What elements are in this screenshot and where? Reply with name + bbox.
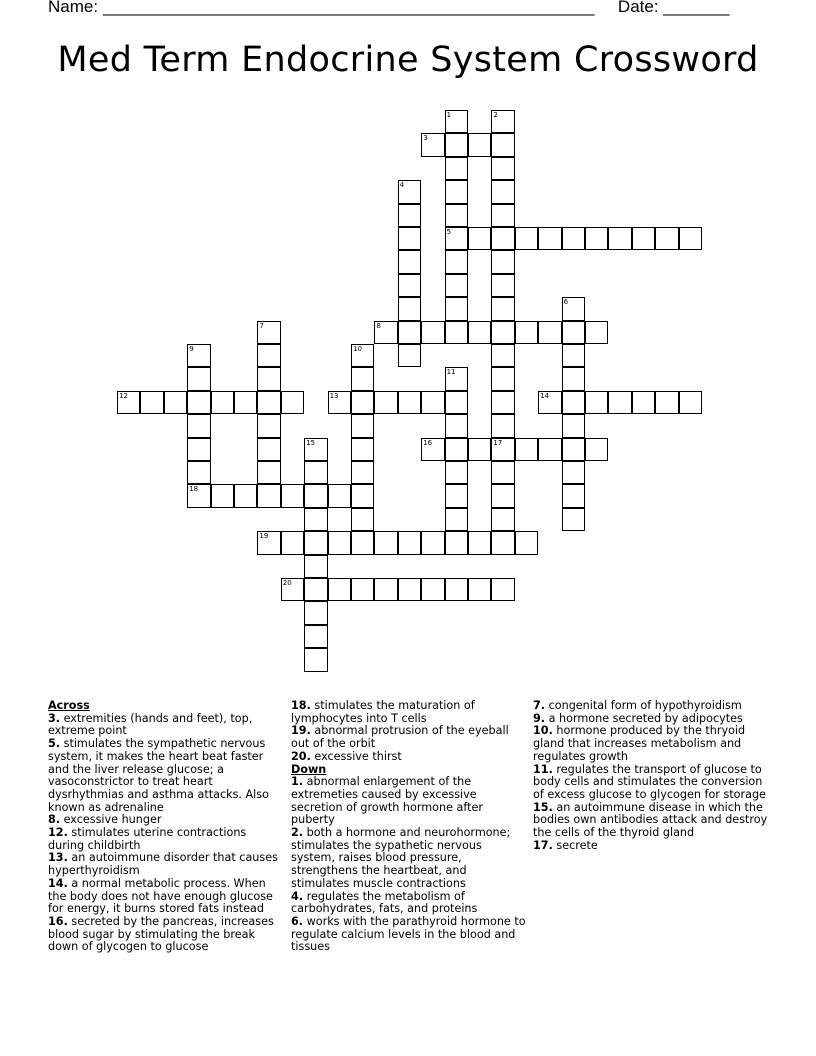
grid-cell[interactable]: [257, 531, 280, 554]
grid-cell[interactable]: [562, 508, 585, 531]
grid-cell[interactable]: [398, 227, 421, 250]
across-clue: [48, 738, 284, 814]
grid-cell[interactable]: [398, 250, 421, 273]
clue-number-label: 16.: [48, 914, 68, 928]
grid-cell[interactable]: [257, 484, 280, 507]
grid-cell[interactable]: [304, 625, 327, 648]
clue-number-label: 19.: [291, 724, 311, 738]
grid-cell[interactable]: [445, 438, 468, 461]
grid-cell[interactable]: [608, 391, 631, 414]
grid-cell[interactable]: [491, 391, 514, 414]
grid-cell[interactable]: [562, 438, 585, 461]
grid-cell[interactable]: [445, 133, 468, 156]
clue-number: 2: [493, 111, 498, 119]
clue-text: congenital form of hypothyroidism: [548, 699, 742, 712]
grid-cell[interactable]: [421, 531, 444, 554]
clue-text: abnormal protrusion of the eyeball out of the orbit: [291, 724, 509, 751]
clue-number: 4: [399, 181, 405, 190]
clue-text: an autoimmune disease in which the bodies own antibodies attack and destroy the cells of the thyroid gland: [533, 800, 768, 840]
down-clue: [533, 840, 769, 853]
clue-number-label: 1.: [291, 775, 304, 789]
grid-cell[interactable]: [398, 297, 421, 320]
grid-cell[interactable]: [421, 321, 444, 344]
grid-cell[interactable]: [562, 297, 585, 320]
grid-cell[interactable]: [445, 204, 468, 227]
grid-cell[interactable]: [304, 578, 327, 601]
grid-cell[interactable]: [140, 391, 163, 414]
grid-cell[interactable]: [491, 204, 514, 227]
grid-cell[interactable]: [491, 414, 514, 437]
grid-cell[interactable]: [445, 484, 468, 507]
name-line[interactable]: ____________________________________________________: [102, 0, 595, 16]
grid-cell[interactable]: [304, 508, 327, 531]
down-clue: [291, 916, 527, 954]
clue-number-label: 3.: [48, 711, 61, 725]
down-clue: [291, 827, 527, 891]
grid-cell[interactable]: [585, 391, 608, 414]
down-clue: [291, 891, 527, 916]
grid-cell[interactable]: [562, 461, 585, 484]
clue-number: 7: [259, 321, 264, 330]
clue-text: secreted by the pancreas, increases blood sugar by stimulating the break down of glycogen to glucose: [48, 914, 274, 954]
clue-number: 9: [189, 345, 194, 353]
grid-cell[interactable]: [257, 461, 280, 484]
grid-cell[interactable]: [562, 484, 585, 507]
grid-cell[interactable]: [585, 321, 608, 344]
grid-cell[interactable]: [491, 157, 514, 180]
grid-cell[interactable]: [398, 180, 421, 203]
grid-cell[interactable]: [281, 484, 304, 507]
clue-number-label: 18.: [291, 699, 311, 712]
grid-cell[interactable]: [445, 414, 468, 437]
grid-cell[interactable]: [187, 438, 210, 461]
grid-cell[interactable]: [468, 321, 491, 344]
grid-cell[interactable]: [445, 157, 468, 180]
grid-cell[interactable]: [281, 531, 304, 554]
down-clue: [533, 802, 769, 840]
grid-cell[interactable]: [211, 484, 234, 507]
down-clue: [533, 725, 769, 763]
grid-cell[interactable]: [187, 367, 210, 390]
grid-cell[interactable]: [445, 508, 468, 531]
grid-cell[interactable]: [351, 484, 374, 507]
grid-cell[interactable]: [562, 391, 585, 414]
name-label: Name:: [48, 0, 99, 16]
grid-cell[interactable]: [351, 508, 374, 531]
grid-cell[interactable]: [562, 367, 585, 390]
clue-text: regulates the metabolism of carbohydrates, fats, and proteins: [291, 889, 478, 916]
grid-cell[interactable]: [187, 461, 210, 484]
clue-column-1: [48, 700, 284, 954]
clue-text: stimulates the sympathetic nervous system, it makes the heart beat faster and the liver release glucose; a vasoconstrictor to treat heart dysrhythmias and asthma attacks. Also known as adrenaline: [48, 737, 269, 814]
grid-cell[interactable]: [445, 227, 468, 250]
grid-cell[interactable]: [491, 227, 514, 250]
clue-text: excessive thirst: [314, 749, 402, 763]
clue-number: 10: [353, 345, 362, 353]
grid-cell[interactable]: [398, 321, 421, 344]
grid-cell[interactable]: [445, 180, 468, 203]
grid-cell[interactable]: [257, 367, 280, 390]
grid-cell[interactable]: [398, 531, 421, 554]
clue-number-label: 2.: [291, 826, 304, 840]
clue-number: 6: [563, 298, 569, 307]
grid-cell[interactable]: [679, 227, 702, 250]
date-label: Date:: [617, 0, 659, 16]
grid-cell[interactable]: [491, 110, 514, 133]
grid-cell[interactable]: [187, 391, 210, 414]
grid-cell[interactable]: [304, 484, 327, 507]
grid-cell[interactable]: [351, 461, 374, 484]
grid-cell[interactable]: [562, 414, 585, 437]
across-clue: [291, 725, 527, 750]
clue-text: works with the parathyroid hormone to regulate calcium levels in the blood and tissues: [291, 914, 526, 954]
clue-column-2: [291, 700, 527, 954]
grid-cell[interactable]: [304, 461, 327, 484]
clue-number-label: 8.: [48, 813, 61, 827]
grid-cell[interactable]: [304, 601, 327, 624]
grid-cell[interactable]: [491, 274, 514, 297]
grid-cell[interactable]: [515, 438, 538, 461]
grid-cell[interactable]: [374, 578, 397, 601]
clue-text: extremities (hands and feet), top, extreme point: [48, 711, 253, 738]
grid-cell[interactable]: [491, 250, 514, 273]
grid-cell[interactable]: [398, 578, 421, 601]
grid-cell[interactable]: [445, 321, 468, 344]
clue-text: an autoimmune disorder that causes hyperthyroidism: [48, 851, 278, 878]
grid-cell[interactable]: [491, 321, 514, 344]
clue-text: hormone produced by the thryoid gland that increases metabolism and regulates growth: [533, 724, 746, 763]
grid-cell[interactable]: [234, 484, 257, 507]
grid-cell[interactable]: [257, 344, 280, 367]
grid-cell[interactable]: [445, 391, 468, 414]
grid-cell[interactable]: [351, 531, 374, 554]
clue-number: 16: [423, 438, 433, 447]
clue-number-label: 17.: [533, 838, 553, 852]
grid-cell[interactable]: [187, 344, 210, 367]
clue-text: secrete: [556, 838, 598, 852]
across-clue: [48, 878, 284, 916]
grid-cell[interactable]: [187, 414, 210, 437]
grid-cell[interactable]: [608, 227, 631, 250]
grid-cell[interactable]: [445, 461, 468, 484]
down-clue: [533, 764, 769, 802]
clue-text: stimulates uterine contractions during childbirth: [48, 826, 247, 852]
clue-number-label: 12.: [48, 826, 68, 840]
grid-cell[interactable]: [468, 531, 491, 554]
down-heading: Down: [291, 762, 327, 776]
down-clue: [291, 776, 527, 827]
clue-number-label: 15.: [533, 800, 553, 814]
grid-cell[interactable]: [351, 438, 374, 461]
across-heading: Across: [48, 699, 90, 712]
clue-number-label: 14.: [48, 876, 68, 890]
clue-number: 20: [282, 579, 292, 587]
clue-number: 17: [493, 438, 503, 447]
grid-cell[interactable]: [281, 391, 304, 414]
grid-cell[interactable]: [351, 414, 374, 437]
grid-cell[interactable]: [468, 133, 491, 156]
grid-cell[interactable]: [491, 297, 514, 320]
grid-cell[interactable]: [585, 227, 608, 250]
grid-cell[interactable]: [538, 321, 561, 344]
grid-cell[interactable]: [374, 391, 397, 414]
clue-number-label: 6.: [291, 914, 304, 928]
date-line[interactable]: _______: [663, 0, 730, 16]
grid-cell[interactable]: [257, 321, 280, 344]
grid-cell[interactable]: [491, 484, 514, 507]
grid-cell[interactable]: [585, 438, 608, 461]
grid-cell[interactable]: [281, 578, 304, 601]
clue-text: both a hormone and neurohormone; stimulates the sypathetic nervous system, raises blood pressure, strengthens the heartbeat, and stimulates muscle contractions: [291, 826, 511, 890]
grid-cell[interactable]: [187, 484, 210, 507]
grid-cell[interactable]: [468, 578, 491, 601]
grid-cell[interactable]: [445, 110, 468, 133]
clue-text: a hormone secreted by adipocytes: [548, 711, 743, 725]
grid-cell[interactable]: [257, 391, 280, 414]
grid-cell[interactable]: [445, 531, 468, 554]
grid-cell[interactable]: [491, 461, 514, 484]
grid-cell[interactable]: [398, 204, 421, 227]
grid-cell[interactable]: [398, 274, 421, 297]
across-clue: [48, 713, 284, 738]
grid-cell[interactable]: [351, 578, 374, 601]
grid-cell[interactable]: [445, 274, 468, 297]
clue-number: 14: [540, 391, 550, 400]
grid-cell[interactable]: [421, 578, 444, 601]
grid-cell[interactable]: [562, 344, 585, 367]
grid-cell[interactable]: [234, 391, 257, 414]
clue-text: stimulates the maturation of lymphocytes into T cells: [291, 699, 475, 725]
clue-number: 15: [306, 438, 316, 447]
grid-cell[interactable]: [351, 344, 374, 367]
grid-cell[interactable]: [655, 227, 678, 250]
grid-cell[interactable]: [491, 578, 514, 601]
grid-cell[interactable]: [374, 321, 397, 344]
grid-cell[interactable]: [491, 180, 514, 203]
grid-cell[interactable]: [445, 578, 468, 601]
grid-cell[interactable]: [257, 438, 280, 461]
clue-number: 3: [423, 134, 428, 143]
clue-number-label: 5.: [48, 737, 61, 751]
across-clue: [291, 751, 527, 764]
grid-cell[interactable]: [515, 321, 538, 344]
clue-number: 18: [189, 485, 199, 494]
grid-cell[interactable]: [562, 227, 585, 250]
clue-number: 5: [446, 228, 452, 236]
grid-cell[interactable]: [351, 367, 374, 390]
grid-cell[interactable]: [562, 321, 585, 344]
grid-cell[interactable]: [491, 367, 514, 390]
grid-cell[interactable]: [304, 648, 327, 671]
grid-cell[interactable]: [328, 578, 351, 601]
clue-number-label: 13.: [48, 851, 68, 865]
grid-cell[interactable]: [398, 391, 421, 414]
clue-number: 13: [329, 391, 339, 400]
across-clue: [48, 852, 284, 877]
grid-cell[interactable]: [632, 391, 655, 414]
across-clue: [48, 827, 284, 852]
grid-cell[interactable]: [421, 438, 444, 461]
grid-cell[interactable]: [491, 438, 514, 461]
clue-number-label: 7.: [533, 699, 546, 712]
grid-cell[interactable]: [445, 297, 468, 320]
grid-cell[interactable]: [117, 391, 140, 414]
grid-cell[interactable]: [421, 391, 444, 414]
grid-cell[interactable]: [351, 391, 374, 414]
grid-cell[interactable]: [468, 227, 491, 250]
grid-cell[interactable]: [328, 484, 351, 507]
grid-cell[interactable]: [304, 555, 327, 578]
grid-cell[interactable]: [421, 133, 444, 156]
clue-number: 8: [376, 321, 381, 330]
across-clue: [48, 916, 284, 954]
page-title: Med Term Endocrine System Crossword: [57, 40, 759, 80]
grid-cell[interactable]: [328, 391, 351, 414]
grid-cell[interactable]: [211, 391, 234, 414]
grid-cell[interactable]: [468, 438, 491, 461]
clue-number-label: 11.: [533, 762, 553, 776]
clue-number-label: 20.: [291, 749, 311, 763]
grid-cell[interactable]: [538, 227, 561, 250]
clue-number: 19: [259, 532, 269, 541]
grid-cell[interactable]: [445, 367, 468, 390]
grid-cell[interactable]: [491, 508, 514, 531]
grid-cell[interactable]: [304, 438, 327, 461]
grid-cell[interactable]: [398, 344, 421, 367]
clue-number: 12: [119, 391, 128, 400]
clue-number-label: 4.: [291, 889, 304, 903]
clue-text: abnormal enlargement of the extremeties caused by excessive secretion of growth hormone after puberty: [291, 775, 483, 827]
grid-cell[interactable]: [491, 344, 514, 367]
grid-cell[interactable]: [374, 531, 397, 554]
grid-cell[interactable]: [328, 531, 351, 554]
grid-cell[interactable]: [257, 414, 280, 437]
grid-cell[interactable]: [445, 250, 468, 273]
grid-cell[interactable]: [515, 227, 538, 250]
clue-text: regulates the transport of glucose to body cells and stimulates the conversion of excess glucose to glycogen for storage: [533, 762, 766, 801]
grid-cell[interactable]: [538, 438, 561, 461]
grid-cell[interactable]: [538, 391, 561, 414]
grid-cell[interactable]: [679, 391, 702, 414]
clue-number-label: 9.: [533, 711, 546, 725]
across-clue: [291, 700, 527, 725]
grid-cell[interactable]: [632, 227, 655, 250]
grid-cell[interactable]: [491, 133, 514, 156]
clue-text: excessive hunger: [63, 813, 162, 827]
grid-cell[interactable]: [164, 391, 187, 414]
clue-column-3: [533, 700, 769, 852]
clue-text: a normal metabolic process. When the body does not have enough glucose for energy, it burns stored fats instead: [48, 876, 273, 916]
clue-number-label: 10.: [533, 724, 553, 738]
clue-number: 1: [446, 111, 452, 119]
grid-cell[interactable]: [491, 531, 514, 554]
clue-number: 11: [446, 368, 456, 377]
grid-cell[interactable]: [515, 531, 538, 554]
grid-cell[interactable]: [655, 391, 678, 414]
grid-cell[interactable]: [304, 531, 327, 554]
